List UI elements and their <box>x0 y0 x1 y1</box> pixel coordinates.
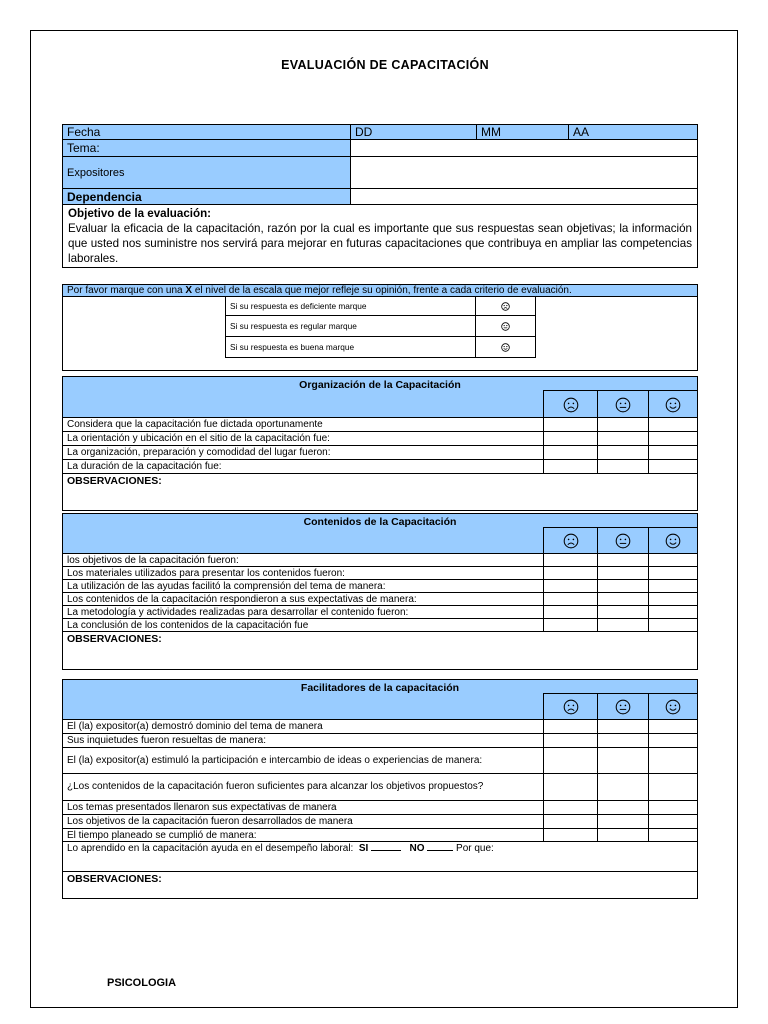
evaluation-form-page <box>30 30 738 1008</box>
rating-deficient-cell[interactable] <box>543 734 597 747</box>
rating-deficient-cell[interactable] <box>543 593 597 605</box>
expositores-field[interactable] <box>350 157 697 188</box>
rating-good-cell[interactable] <box>648 593 697 605</box>
criterion-row <box>62 801 698 815</box>
rating-regular-cell[interactable] <box>597 748 648 773</box>
dependencia-row <box>62 189 698 205</box>
dependencia-label: Dependencia <box>63 189 350 204</box>
criterion-label: La metodología y actividades realizadas para desarrollar el contenido fueron: <box>67 606 409 618</box>
section-header <box>62 679 698 720</box>
rating-regular-cell[interactable] <box>597 432 648 445</box>
rating-regular-cell[interactable] <box>597 418 648 431</box>
observaciones-label: OBSERVACIONES: <box>67 633 162 645</box>
rating-deficient-cell[interactable] <box>543 606 597 618</box>
instructions-text <box>63 285 697 296</box>
fecha-row <box>62 124 698 140</box>
criterion-row <box>62 619 698 632</box>
happy-face-icon <box>648 693 697 720</box>
scale-legend <box>225 297 536 358</box>
rating-good-cell[interactable] <box>648 774 697 800</box>
rating-good-cell[interactable] <box>648 567 697 579</box>
month-field[interactable]: MM <box>476 125 568 139</box>
fecha-label: Fecha <box>67 125 101 139</box>
si-label: SI <box>358 843 369 854</box>
scale-row-regular <box>225 316 536 337</box>
rating-good-cell[interactable] <box>648 748 697 773</box>
criterion-label: La utilización de las ayudas facilitó la comprensión del tema de manera: <box>67 580 386 592</box>
criterion-row <box>62 593 698 606</box>
objetivo-box <box>62 205 698 268</box>
criterion-label: Los temas presentados llenaron sus expectativas de manera <box>67 802 337 813</box>
rating-regular-cell[interactable] <box>597 815 648 828</box>
criterion-label: La orientación y ubicación en el sitio de la capacitación fue: <box>67 433 330 444</box>
instructions-suffix: el nivel de la escala que mejor refleje su opinión, frente a cada criterio de evaluación. <box>194 285 572 296</box>
rating-good-cell[interactable] <box>648 554 697 566</box>
scale-label-regular: Si su respuesta es regular marque <box>230 321 357 331</box>
rating-deficient-cell[interactable] <box>543 554 597 566</box>
rating-regular-cell[interactable] <box>597 619 648 631</box>
objetivo-title: Objetivo de la evaluación: <box>68 207 212 220</box>
criterion-label: La organización, preparación y comodidad del lugar fueron: <box>67 447 331 458</box>
criterion-label: Considera que la capacitación fue dictada oportunamente <box>67 419 323 430</box>
rating-deficient-cell[interactable] <box>543 774 597 800</box>
si-blank[interactable] <box>371 850 401 851</box>
criterion-row <box>62 606 698 619</box>
rating-deficient-cell[interactable] <box>543 720 597 733</box>
rating-regular-cell[interactable] <box>597 580 648 592</box>
observaciones-box[interactable] <box>62 872 698 899</box>
tema-label: Tema: <box>63 140 350 156</box>
scale-row-good <box>225 337 536 358</box>
instructions-block <box>62 284 698 371</box>
tema-row <box>62 140 698 157</box>
dependencia-field[interactable] <box>350 189 697 204</box>
criterion-row <box>62 567 698 580</box>
rating-deficient-cell[interactable] <box>543 580 597 592</box>
criterion-row <box>62 580 698 593</box>
criterion-row <box>62 460 698 474</box>
rating-good-cell[interactable] <box>648 432 697 445</box>
rating-regular-cell[interactable] <box>597 606 648 618</box>
criterion-label: El tiempo planeado se cumplió de manera: <box>67 829 257 841</box>
rating-deficient-cell[interactable] <box>543 432 597 445</box>
sad-face-icon <box>475 297 535 315</box>
section-header <box>62 513 698 554</box>
criterion-label: El (la) expositor(a) estimuló la participación e intercambio de ideas o experiencias de manera: <box>67 754 483 766</box>
rating-good-cell[interactable] <box>648 801 697 814</box>
instructions-prefix: Por favor marque con una <box>67 285 183 296</box>
criterion-label: La conclusión de los contenidos de la capacitación fue <box>67 619 309 631</box>
rating-deficient-cell[interactable] <box>543 460 597 473</box>
observaciones-box[interactable] <box>62 632 698 670</box>
rating-good-cell[interactable] <box>648 580 697 592</box>
observaciones-box[interactable] <box>62 474 698 511</box>
rating-good-cell[interactable] <box>648 815 697 828</box>
rating-good-cell[interactable] <box>648 734 697 747</box>
expositores-label: Expositores <box>63 157 350 188</box>
criterion-label: ¿Los contenidos de la capacitación fueron suficientes para alcanzar los objetivos propuestos? <box>67 781 484 792</box>
footer-text: PSICOLOGIA <box>107 977 177 989</box>
criterion-row <box>62 774 698 801</box>
rating-regular-cell[interactable] <box>597 829 648 841</box>
neutral-face-icon <box>597 390 648 418</box>
rating-good-cell[interactable] <box>648 619 697 631</box>
neutral-face-icon <box>597 693 648 720</box>
rating-good-cell[interactable] <box>648 606 697 618</box>
rating-deficient-cell[interactable] <box>543 418 597 431</box>
criterion-row <box>62 418 698 432</box>
criterion-row <box>62 720 698 734</box>
happy-face-icon <box>648 527 697 554</box>
rating-regular-cell[interactable] <box>597 774 648 800</box>
criterion-row <box>62 815 698 829</box>
no-blank[interactable] <box>427 850 453 851</box>
criterion-row <box>62 829 698 842</box>
observaciones-label: OBSERVACIONES: <box>67 873 162 885</box>
criterion-row <box>62 432 698 446</box>
scale-label-good: Si su respuesta es buena marque <box>230 342 355 352</box>
scale-legend-box <box>62 297 698 371</box>
happy-face-icon <box>648 390 697 418</box>
criterion-row <box>62 734 698 748</box>
scale-row-deficient <box>225 297 536 316</box>
form-title: EVALUACIÓN DE CAPACITACIÓN <box>281 58 489 72</box>
aprendido-label: Lo aprendido en la capacitación ayuda en el desempeño laboral: <box>67 843 354 854</box>
instructions-row <box>62 284 698 297</box>
rating-good-cell[interactable] <box>648 446 697 459</box>
rating-good-cell[interactable] <box>648 460 697 473</box>
expositores-row <box>62 157 698 189</box>
aprendido-row <box>62 842 698 872</box>
sad-face-icon <box>543 527 597 554</box>
criterion-row <box>62 748 698 774</box>
observaciones-label: OBSERVACIONES: <box>67 475 162 487</box>
section-title: Organización de la Capacitación <box>299 379 461 391</box>
rating-good-cell[interactable] <box>648 829 697 841</box>
section-title: Facilitadores de la capacitación <box>300 682 460 694</box>
criterion-label: El (la) expositor(a) demostró dominio del tema de manera <box>67 721 323 732</box>
year-field[interactable]: AA <box>568 125 697 139</box>
section-header <box>62 376 698 418</box>
header-block <box>62 124 698 268</box>
por-que-label: Por que: <box>456 843 494 854</box>
criterion-label: Los objetivos de la capacitación fueron desarrollados de manera <box>67 816 353 827</box>
criterion-row <box>62 554 698 567</box>
scale-label-deficient: Si su respuesta es deficiente marque <box>230 301 367 311</box>
rating-deficient-cell[interactable] <box>543 748 597 773</box>
neutral-face-icon <box>475 316 535 336</box>
section-facilitadores <box>62 679 698 899</box>
section-title: Contenidos de la Capacitación <box>303 516 457 528</box>
rating-deficient-cell[interactable] <box>543 567 597 579</box>
rating-deficient-cell[interactable] <box>543 619 597 631</box>
objetivo-text: Evaluar la eficacia de la capacitación, razón por la cual es importante que sus respuestas sean objetivas; la información que usted nos suministre nos servirá para mejorar en futuras capacitaciones que contribuya en ampliar las competencias laborales. <box>68 222 692 265</box>
rating-deficient-cell[interactable] <box>543 815 597 828</box>
neutral-face-icon <box>597 527 648 554</box>
aprendido-question <box>67 843 494 854</box>
day-field[interactable]: DD <box>350 125 476 139</box>
rating-regular-cell[interactable] <box>597 460 648 473</box>
section-organizacion <box>62 376 698 511</box>
rating-regular-cell[interactable] <box>597 567 648 579</box>
instructions-mark: X <box>185 285 193 296</box>
sad-face-icon <box>543 390 597 418</box>
rating-good-cell[interactable] <box>648 720 697 733</box>
criterion-label: Los materiales utilizados para presentar los contenidos fueron: <box>67 567 345 579</box>
rating-deficient-cell[interactable] <box>543 829 597 841</box>
criterion-label: La duración de la capacitación fue: <box>67 461 222 472</box>
section-contenidos <box>62 513 698 670</box>
rating-deficient-cell[interactable] <box>543 446 597 459</box>
rating-regular-cell[interactable] <box>597 593 648 605</box>
tema-field[interactable] <box>350 140 697 156</box>
rating-regular-cell[interactable] <box>597 554 648 566</box>
criterion-label: Los contenidos de la capacitación respondieron a sus expectativas de manera: <box>67 593 417 605</box>
criterion-row <box>62 446 698 460</box>
rating-regular-cell[interactable] <box>597 734 648 747</box>
happy-face-icon <box>475 337 535 357</box>
criterion-label: los objetivos de la capacitación fueron: <box>67 554 239 566</box>
criterion-label: Sus inquietudes fueron resueltas de manera: <box>67 735 267 746</box>
no-label: NO <box>409 843 425 854</box>
rating-regular-cell[interactable] <box>597 720 648 733</box>
rating-good-cell[interactable] <box>648 418 697 431</box>
sad-face-icon <box>543 693 597 720</box>
rating-regular-cell[interactable] <box>597 801 648 814</box>
rating-deficient-cell[interactable] <box>543 801 597 814</box>
rating-regular-cell[interactable] <box>597 446 648 459</box>
